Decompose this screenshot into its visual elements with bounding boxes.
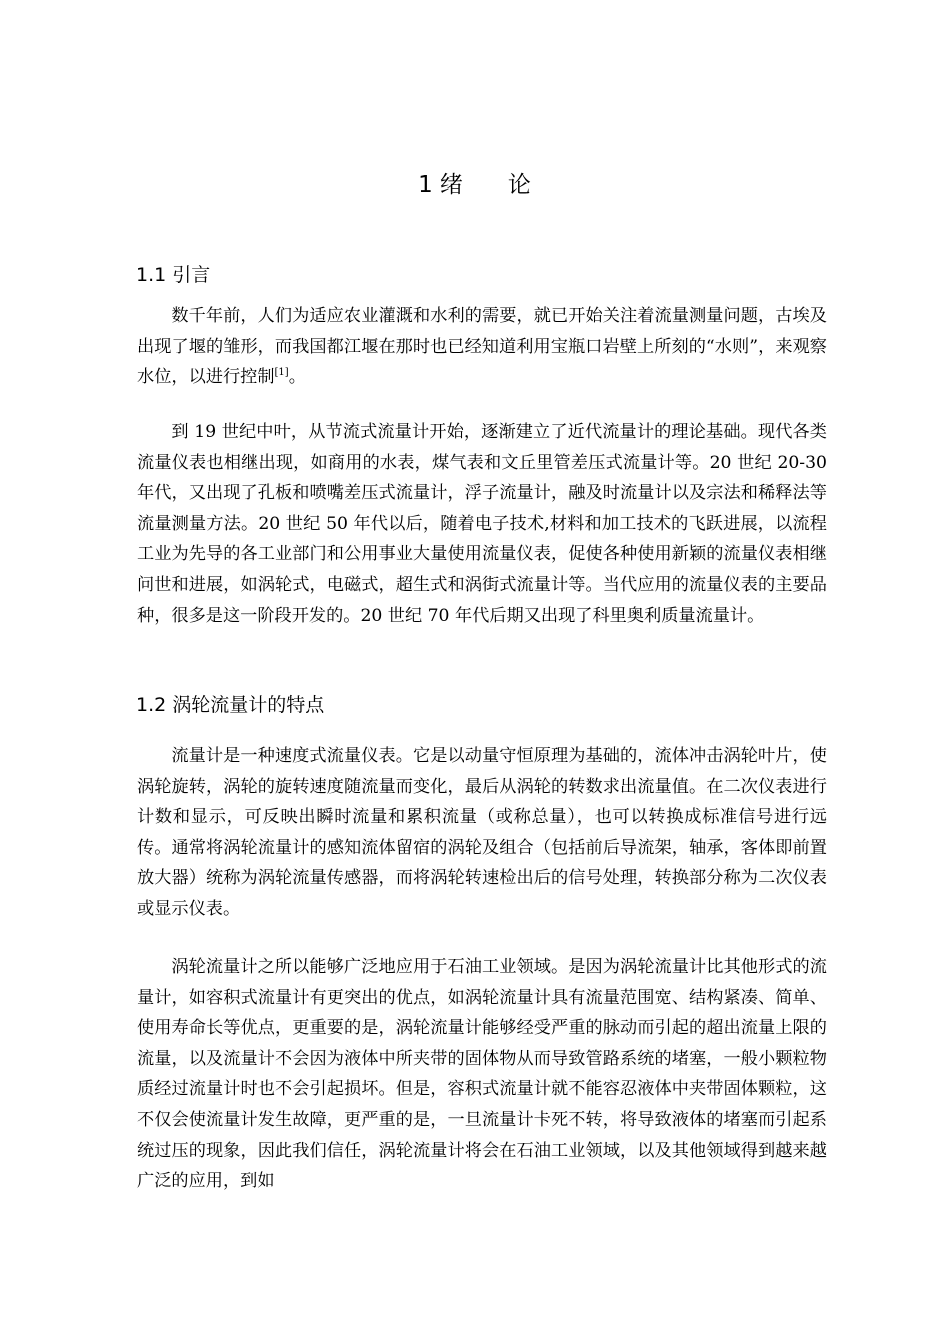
paragraph-turbine-1: 流量计是一种速度式流量仪表。它是以动量守恒原理为基础的，流体冲击涡轮叶片，使涡轮旋转，涡轮的旋转速度随流量而变化，最后从涡轮的转数求出流量值。在二次仪表进行计数和显示，可反映出瞬时流量和累积流量（或称总量），也可以转换成标准信号进行远传。通常将涡轮流量计的感知流体留宿的涡轮及组合（包括前后导流架，轴承，客体即前置放大器）统称为涡轮流量传感器，而将涡轮转速检出后的信号处理，转换部分称为二次仪表或显示仪表。 [137,746,827,919]
section-heading-turbine: 1.2 涡轮流量计的特点 [136,694,325,716]
section-heading-intro: 1.1 引言 [136,264,211,286]
citation-reference: [1] [274,367,289,379]
paragraph-end-punct: 。 [288,367,306,388]
chapter-title [0,166,950,199]
chapter-number: 1 [418,172,434,198]
paragraph-intro-2: 到 19 世纪中叶，从节流式流量计开始，逐渐建立了近代流量计的理论基础。现代各类流量仪表也相继出现，如商用的水表，煤气表和文丘里管差压式流量计等。20 世纪 20-30 年代，又出现了孔板和喷嘴差压式流量计，浮子流量计，融及时流量计以及宗法和稀释法等流量测量方法。20 世纪 50 年代以后，随着电子技术,材料和加工技术的飞跃进展，以流程工业为先导的各工业部门和公用事业大量使用流量仪表，促使各种使用新颖的流量仪表相继问世和进展，如涡轮式，电磁式，超生式和涡街式流量计等。当代应用的流量仪表的主要品种，很多是这一阶段开发的。20 世纪 70 年代后期又出现了科里奥利质量流量计。 [137,422,827,626]
chapter-title-right: 论 [507,172,532,198]
paragraph-turbine-2: 涡轮流量计之所以能够广泛地应用于石油工业领域。是因为涡轮流量计比其他形式的流量计，如容积式流量计有更突出的优点，如涡轮流量计具有流量范围宽、结构紧凑、简单、使用寿命长等优点，更重要的是，涡轮流量计能够经受严重的脉动而引起的超出流量上限的流量，以及流量计不会因为液体中所夹带的固体物从而导致管路系统的堵塞，一般小颗粒物质经过流量计时也不会引起损坏。但是，容积式流量计就不能容忍液体中夹带固体颗粒，这不仅会使流量计发生故障，更严重的是，一旦流量计卡死不转，将导致液体的堵塞而引起系统过压的现象，因此我们信任，涡轮流量计将会在石油工业领域，以及其他领域得到越来越广泛的应用，到如 [137,957,827,1192]
chapter-title-left: 绪 [439,172,464,198]
paragraph-intro-1 [137,301,827,393]
paragraph-text: 数千年前，人们为适应农业灌溉和水利的需要，就已开始关注着流量测量问题，古埃及出现了堰的雏形，而我国都江堰在那时也已经知道利用宝瓶口岩壁上所刻的“水则”，来观察水位，以进行控制 [137,306,827,388]
